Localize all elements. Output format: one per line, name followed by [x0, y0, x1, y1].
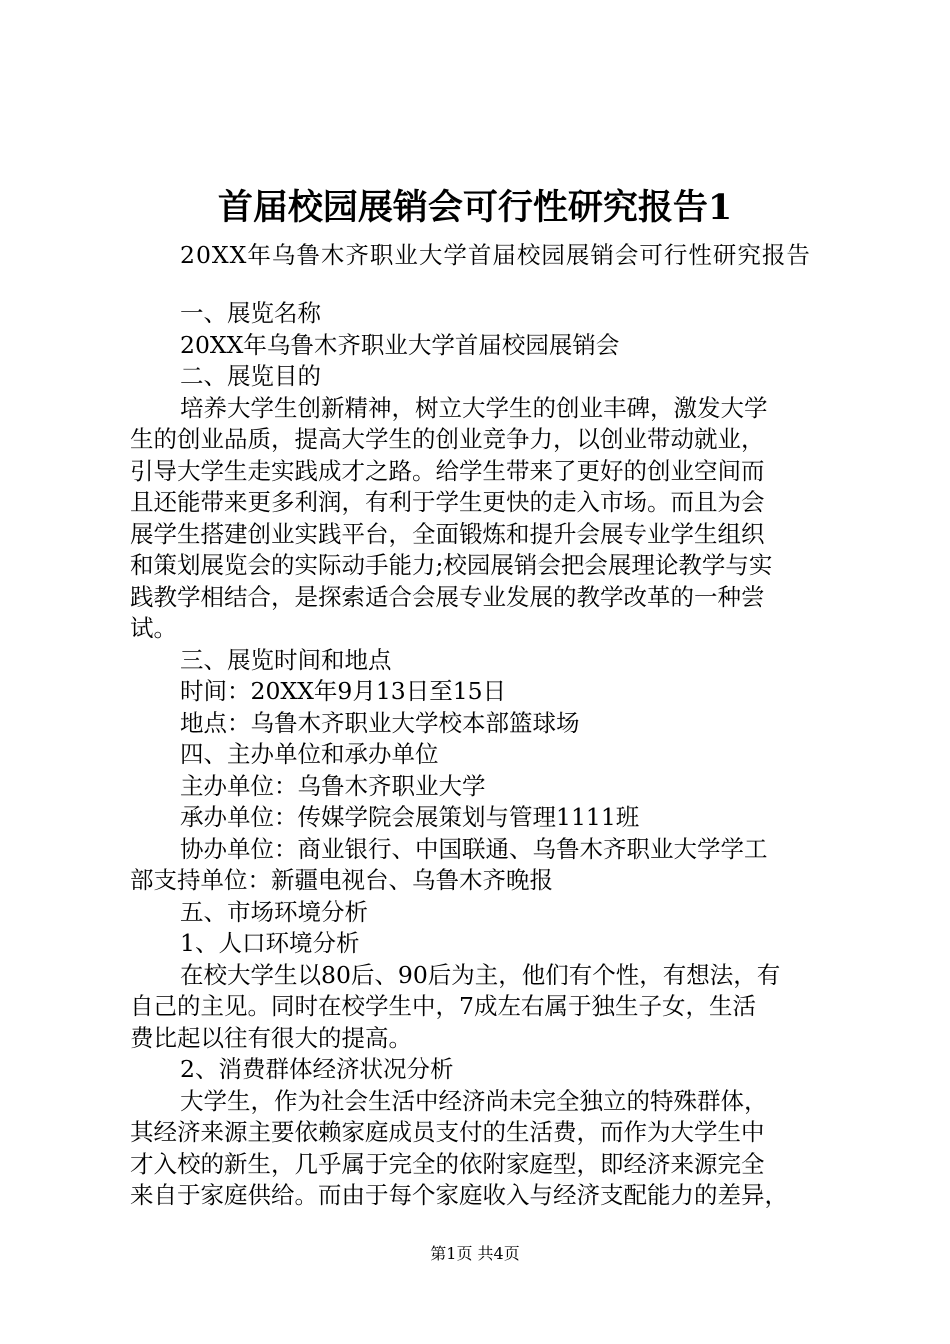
text-undertaker: 承办单位：传媒学院会展策划与管理1111班 — [180, 803, 640, 831]
paragraph-line: 和策划展览会的实际动手能力;校园展销会把会展理论教学与实 — [130, 551, 773, 579]
text-time: 时间：20XX年9月13日至15日 — [180, 677, 507, 705]
paragraph-line: 展学生搭建创业实践平台，全面锻炼和提升会展专业学生组织 — [130, 520, 765, 548]
heading-organizers: 四、主办单位和承办单位 — [180, 740, 439, 768]
paragraph-line: 自己的主见。同时在校学生中，7成左右属于独生子女，生活 — [130, 992, 756, 1020]
paragraph-line: 生的创业品质，提高大学生的创业竞争力，以创业带动就业， — [130, 425, 765, 453]
text-supporters: 部支持单位：新疆电视台、乌鲁木齐晚报 — [130, 866, 553, 894]
document-title: 首届校园展销会可行性研究报告1 — [217, 187, 733, 228]
subtitle-line: 20XX年乌鲁木齐职业大学首届校园展销会可行性研究报告 — [180, 241, 811, 269]
heading-market-analysis: 五、市场环境分析 — [180, 898, 368, 926]
paragraph-line: 大学生，作为社会生活中经济尚未完全独立的特殊群体， — [180, 1087, 768, 1115]
text-co-organizers: 协办单位：商业银行、中国联通、乌鲁木齐职业大学学工 — [180, 835, 768, 863]
paragraph-line: 才入校的新生，几乎属于完全的依附家庭型，即经济来源完全 — [130, 1150, 765, 1178]
heading-exhibition-name: 一、展览名称 — [180, 299, 321, 327]
paragraph-line: 其经济来源主要依赖家庭成员支付的生活费，而作为大学生中 — [130, 1118, 765, 1146]
paragraph-line: 在校大学生以80后、90后为主，他们有个性，有想法，有 — [180, 961, 781, 989]
paragraph-line: 来自于家庭供给。而由于每个家庭收入与经济支配能力的差异， — [130, 1181, 788, 1209]
page-footer: 第1页 共4页 — [430, 1244, 520, 1263]
paragraph-line: 引导大学生走实践成才之路。给学生带来了更好的创业空间而 — [130, 457, 765, 485]
paragraph-line: 培养大学生创新精神，树立大学生的创业丰碑，激发大学 — [180, 394, 768, 422]
subheading-consumer-economy: 2、消费群体经济状况分析 — [180, 1055, 454, 1083]
text-host: 主办单位：乌鲁木齐职业大学 — [180, 772, 486, 800]
subheading-population: 1、人口环境分析 — [180, 929, 360, 957]
paragraph-line: 试。 — [130, 614, 177, 642]
paragraph-line: 践教学相结合，是探索适合会展专业发展的教学改革的一种尝 — [130, 583, 765, 611]
heading-time-place: 三、展览时间和地点 — [180, 646, 392, 674]
paragraph-line: 费比起以往有很大的提高。 — [130, 1024, 412, 1052]
text-line: 20XX年乌鲁木齐职业大学首届校园展销会 — [180, 331, 620, 359]
heading-exhibition-purpose: 二、展览目的 — [180, 362, 321, 390]
paragraph-line: 且还能带来更多利润，有利于学生更快的走入市场。而且为会 — [130, 488, 765, 516]
text-place: 地点：乌鲁木齐职业大学校本部篮球场 — [180, 709, 580, 737]
